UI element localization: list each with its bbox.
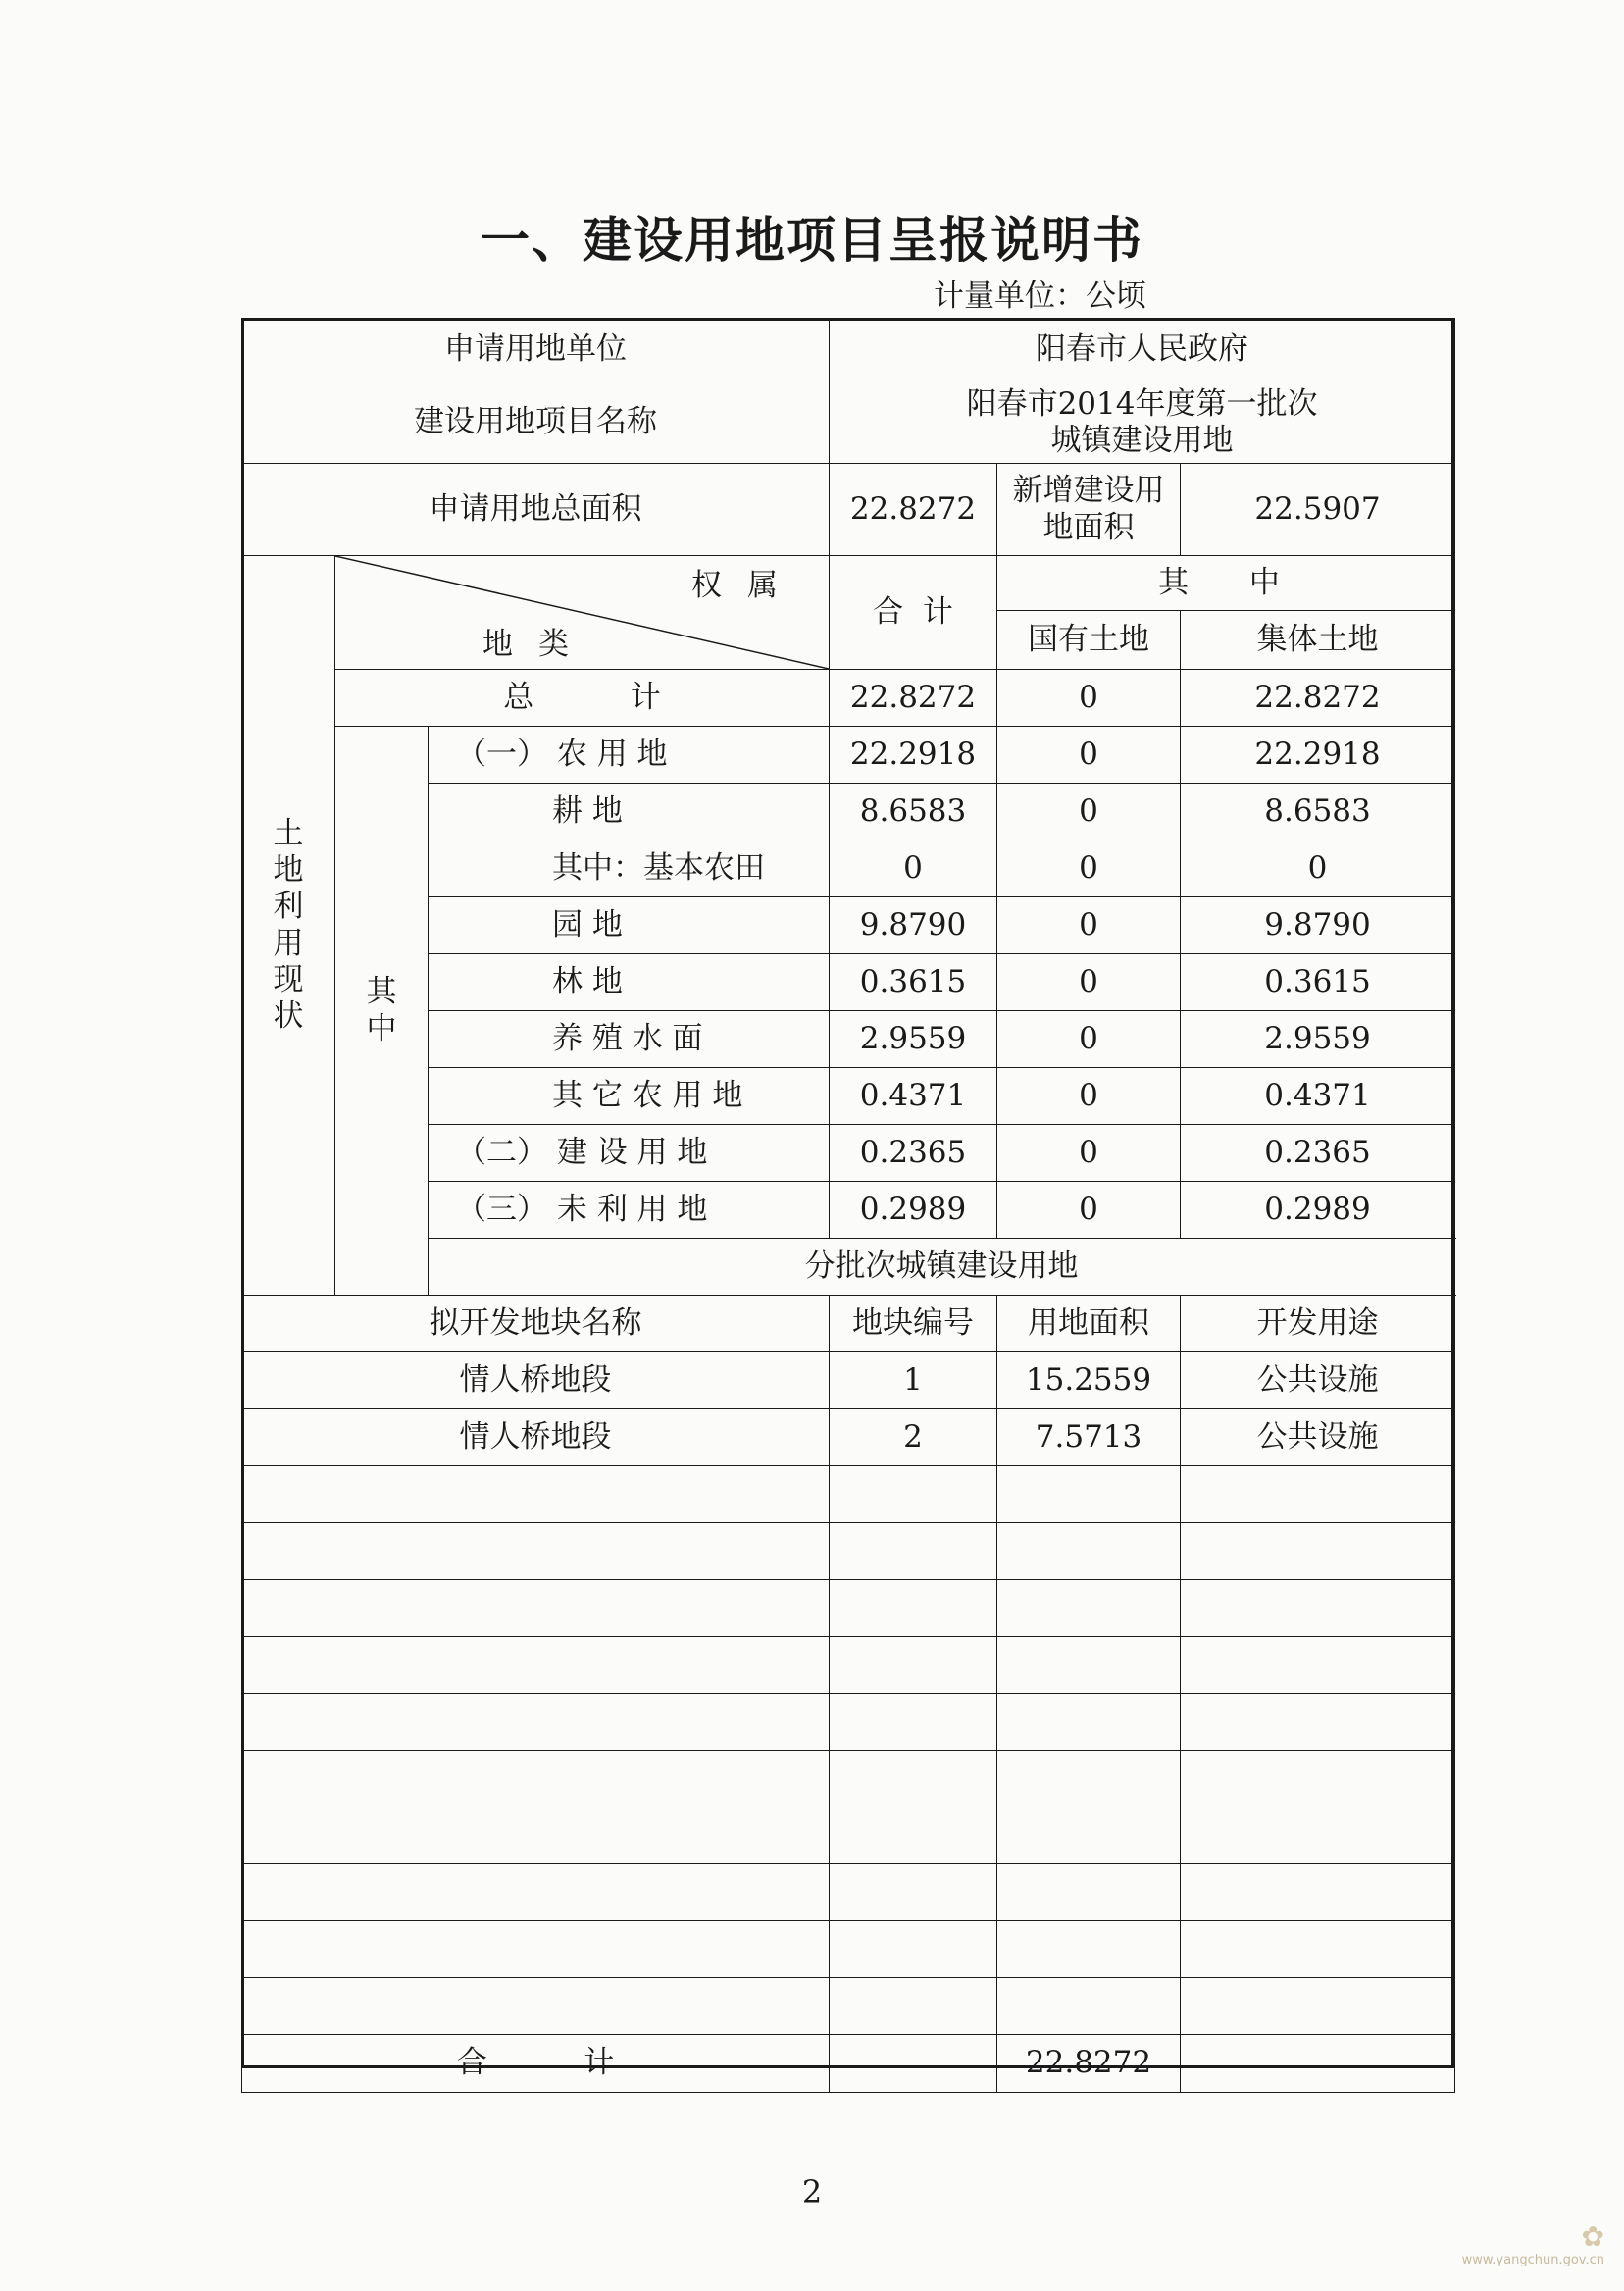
empty-cell [1181, 1637, 1455, 1694]
batch-total-label: 合 计 [242, 2035, 830, 2093]
diagonal-header [335, 556, 830, 670]
empty-cell [242, 1580, 830, 1637]
empty-cell [1181, 1978, 1455, 2035]
empty-cell [242, 1807, 830, 1864]
land-row-total-value: 9.8790 [830, 897, 997, 954]
empty-cell [997, 1864, 1181, 1921]
land-use-table [241, 318, 1455, 2093]
empty-cell [830, 1466, 997, 1523]
land-row-name: 总 计 [335, 670, 830, 727]
new-area-label-line2: 地面积 [1042, 509, 1135, 545]
empty-cell [1181, 1921, 1455, 1978]
applicant-label: 申请用地单位 [242, 319, 830, 382]
land-row-collective-value: 0.4371 [1181, 1068, 1455, 1125]
land-row-state-value: 0 [997, 1068, 1181, 1125]
land-row-total-value: 0 [830, 840, 997, 897]
land-row-name: 养 殖 水 面 [429, 1011, 830, 1068]
empty-cell [997, 1921, 1181, 1978]
batch-total-empty [1181, 2035, 1455, 2093]
land-row-collective-value: 22.8272 [1181, 670, 1455, 727]
land-row-collective-value: 0.2989 [1181, 1182, 1455, 1239]
header-of-which: 其 中 [997, 556, 1455, 611]
of-which-side-label [335, 727, 429, 1296]
empty-cell [830, 1580, 997, 1637]
watermark-url: www.yangchun.gov.cn [1461, 2253, 1604, 2267]
empty-row [242, 1807, 1455, 1864]
land-row-collective-value: 0 [1181, 840, 1455, 897]
empty-cell [830, 1637, 997, 1694]
empty-cell [1181, 1580, 1455, 1637]
header-total: 合 计 [830, 556, 997, 670]
empty-cell [1181, 1466, 1455, 1523]
land-row-state-value: 0 [997, 727, 1181, 784]
land-row-total-value: 0.2365 [830, 1125, 997, 1182]
land-row-total-value: 22.2918 [830, 727, 997, 784]
project-value [830, 382, 1455, 464]
project-value-line1: 阳春市2014年度第一批次 [966, 385, 1318, 422]
new-area-value: 22.5907 [1181, 464, 1455, 556]
empty-row [242, 1466, 1455, 1523]
land-row-state-value: 0 [997, 1011, 1181, 1068]
land-row-state-value: 0 [997, 897, 1181, 954]
batch-row-area: 15.2559 [997, 1352, 1181, 1409]
land-row-total [242, 670, 1455, 727]
land-header-row-1 [242, 556, 1455, 611]
empty-cell [997, 1466, 1181, 1523]
empty-row [242, 1694, 1455, 1751]
empty-cell [997, 1580, 1181, 1637]
empty-cell [1181, 1807, 1455, 1864]
land-row-state-value: 0 [997, 1125, 1181, 1182]
land-use-side-text: 土 地 利 用 现 状 [273, 815, 304, 1034]
batch-row [242, 1409, 1455, 1466]
empty-row [242, 1523, 1455, 1580]
land-row-name: 其中：基本农田 [429, 840, 830, 897]
new-area-label [997, 464, 1181, 556]
batch-col-number: 地块编号 [830, 1296, 997, 1352]
empty-cell [830, 1523, 997, 1580]
empty-cell [242, 1694, 830, 1751]
land-row-total-value: 0.2989 [830, 1182, 997, 1239]
land-row-total-value: 2.9559 [830, 1011, 997, 1068]
land-row-total-value: 0.4371 [830, 1068, 997, 1125]
land-row-collective-value: 9.8790 [1181, 897, 1455, 954]
batch-row [242, 1352, 1455, 1409]
land-row-state-value: 0 [997, 784, 1181, 840]
empty-cell [242, 1921, 830, 1978]
empty-cell [242, 1864, 830, 1921]
empty-cell [997, 1523, 1181, 1580]
land-row-agricultural [242, 727, 1455, 784]
batch-row-use: 公共设施 [1181, 1409, 1455, 1466]
empty-cell [830, 1864, 997, 1921]
land-row-total-value: 22.8272 [830, 670, 997, 727]
batch-total-area: 22.8272 [997, 2035, 1181, 2093]
project-row [242, 382, 1455, 464]
empty-cell [1181, 1751, 1455, 1807]
land-row-name: 耕 地 [429, 784, 830, 840]
batch-row-area: 7.5713 [997, 1409, 1181, 1466]
applicant-value: 阳春市人民政府 [830, 319, 1455, 382]
land-row-name: 园 地 [429, 897, 830, 954]
empty-row [242, 1751, 1455, 1807]
batch-col-use: 开发用途 [1181, 1296, 1455, 1352]
empty-cell [1181, 1694, 1455, 1751]
site-watermark [1447, 2220, 1604, 2279]
batch-header-row [242, 1296, 1455, 1352]
batch-row-name: 情人桥地段 [242, 1352, 830, 1409]
batch-row-use: 公共设施 [1181, 1352, 1455, 1409]
land-row-collective-value: 0.2365 [1181, 1125, 1455, 1182]
empty-cell [997, 1694, 1181, 1751]
new-area-label-line1: 新增建设用 [1012, 473, 1165, 509]
batch-total-row [242, 2035, 1455, 2093]
land-row-name: 林 地 [429, 954, 830, 1011]
batch-row-name: 情人桥地段 [242, 1409, 830, 1466]
empty-cell [830, 1807, 997, 1864]
empty-cell [997, 1751, 1181, 1807]
land-row-name: （一） 农 用 地 [429, 727, 830, 784]
unit-label: 计量单位：公顷 [934, 279, 1146, 314]
watermark-logo-icon: ✿ [1581, 2220, 1604, 2253]
empty-cell [1181, 1523, 1455, 1580]
land-row-name: （二） 建 设 用 地 [429, 1125, 830, 1182]
empty-row [242, 1978, 1455, 2035]
batch-col-name: 拟开发地块名称 [242, 1296, 830, 1352]
land-row-collective-value: 2.9559 [1181, 1011, 1455, 1068]
batch-total-empty [830, 2035, 997, 2093]
empty-cell [242, 1978, 830, 2035]
header-state-owned: 国有土地 [997, 611, 1181, 670]
batch-row-number: 1 [830, 1352, 997, 1409]
empty-cell [830, 1694, 997, 1751]
total-area-value: 22.8272 [830, 464, 997, 556]
batch-col-area: 用地面积 [997, 1296, 1181, 1352]
empty-row [242, 1580, 1455, 1637]
empty-cell [1181, 1864, 1455, 1921]
land-row-state-value: 0 [997, 840, 1181, 897]
empty-cell [830, 1751, 997, 1807]
batch-section-title: 分批次城镇建设用地 [429, 1239, 1455, 1296]
land-row-total-value: 0.3615 [830, 954, 997, 1011]
land-row-name: 其 它 农 用 地 [429, 1068, 830, 1125]
empty-row [242, 1864, 1455, 1921]
ownership-label: 权属 [691, 568, 804, 603]
empty-cell [242, 1466, 830, 1523]
land-row-state-value: 0 [997, 954, 1181, 1011]
land-row-name: （三） 未 利 用 地 [429, 1182, 830, 1239]
header-collective: 集体土地 [1181, 611, 1455, 670]
empty-cell [997, 1637, 1181, 1694]
land-row-collective-value: 22.2918 [1181, 727, 1455, 784]
total-area-row [242, 464, 1455, 556]
land-type-label: 地类 [482, 626, 594, 662]
of-which-side-text: 其 中 [366, 974, 397, 1046]
empty-cell [242, 1751, 830, 1807]
batch-row-number: 2 [830, 1409, 997, 1466]
applicant-row [242, 319, 1455, 382]
land-row-total-value: 8.6583 [830, 784, 997, 840]
empty-cell [830, 1978, 997, 2035]
project-value-line2: 城镇建设用地 [1050, 423, 1234, 458]
total-area-label: 申请用地总面积 [242, 464, 830, 556]
empty-cell [997, 1978, 1181, 2035]
land-row-state-value: 0 [997, 1182, 1181, 1239]
empty-cell [242, 1523, 830, 1580]
land-row-collective-value: 8.6583 [1181, 784, 1455, 840]
empty-cell [997, 1807, 1181, 1864]
empty-cell [830, 1921, 997, 1978]
project-label: 建设用地项目名称 [242, 382, 830, 464]
empty-cell [242, 1637, 830, 1694]
page-title: 一、建设用地项目呈报说明书 [481, 212, 1143, 269]
land-row-collective-value: 0.3615 [1181, 954, 1455, 1011]
empty-row [242, 1637, 1455, 1694]
empty-row [242, 1921, 1455, 1978]
page-number: 2 [801, 2173, 823, 2211]
land-row-state-value: 0 [997, 670, 1181, 727]
land-use-side-label [242, 556, 335, 1296]
